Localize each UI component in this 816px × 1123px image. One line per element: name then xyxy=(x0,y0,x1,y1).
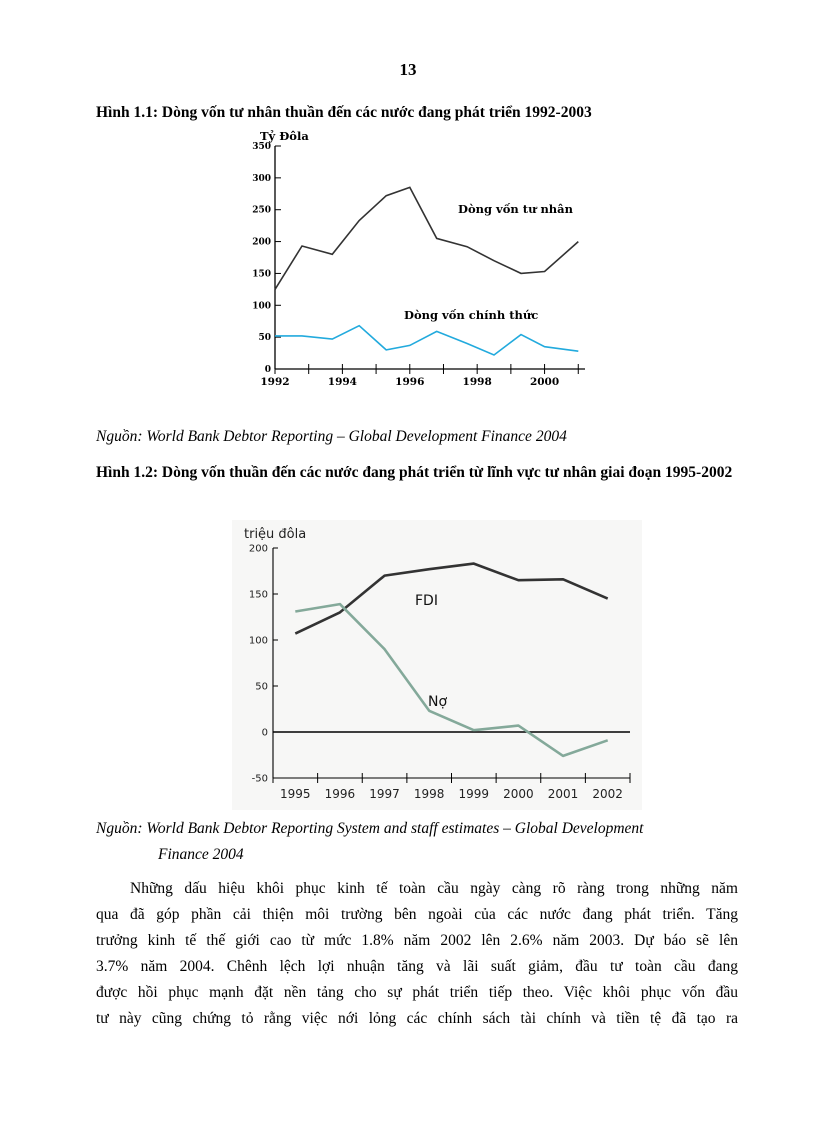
y-tick-label: 0 xyxy=(261,727,268,739)
y-axis-label: Tỷ Đôla xyxy=(260,129,309,143)
y-tick-label: 0 xyxy=(264,365,271,375)
y-tick-label: 350 xyxy=(252,142,271,152)
x-tick-label: 2001 xyxy=(547,787,579,801)
figure2-title: Hình 1.2: Dòng vốn thuần đến các nước đang phát triển từ lĩnh vực tư nhân giai đoạn 1995-2002 xyxy=(96,464,733,481)
chart-background xyxy=(232,520,642,810)
x-tick-label: 1997 xyxy=(369,787,400,801)
body-paragraph xyxy=(96,876,738,1032)
chart-private-sector-flows xyxy=(232,520,642,810)
x-tick-label: 1998 xyxy=(413,787,445,801)
y-axis-label: triệu đôla xyxy=(244,527,307,542)
x-tick-label: 1996 xyxy=(324,787,356,801)
series-label-1: Dòng vốn tư nhân xyxy=(458,202,573,216)
figure2-source xyxy=(96,816,746,868)
paragraph-line: tư này cũng chứng tỏ rằng việc nới lỏng các chính sách tài chính và tiền tệ đã tạo ra xyxy=(96,1010,738,1027)
y-tick-label: 100 xyxy=(252,301,271,312)
paragraph-line: trưởng kinh tế thế giới cao từ mức 1.8% năm 2002 lên 2.6% năm 2003. Dự báo sẽ lên xyxy=(96,932,738,949)
x-tick-label: 1998 xyxy=(462,376,492,386)
y-tick-label: 50 xyxy=(255,681,268,693)
figure2-source-line2: Finance 2004 xyxy=(158,846,244,863)
y-tick-label: -50 xyxy=(251,773,268,785)
y-tick-label: 250 xyxy=(252,205,271,216)
x-tick-label: 1999 xyxy=(458,787,490,801)
y-tick-label: 50 xyxy=(258,333,271,344)
x-tick-label: 2000 xyxy=(503,787,534,801)
y-tick-label: 300 xyxy=(252,173,271,184)
figure1-source: Nguồn: World Bank Debtor Reporting – Global Development Finance 2004 xyxy=(96,428,567,445)
y-tick-label: 150 xyxy=(248,589,268,601)
series-line-2 xyxy=(275,326,578,355)
x-tick-label: 1994 xyxy=(327,376,358,386)
figure1-title: Hình 1.1: Dòng vốn tư nhân thuần đến các nước đang phát triển 1992-2003 xyxy=(96,104,592,121)
series-label-2: Dòng vốn chính thức xyxy=(404,308,539,322)
paragraph-line: Những dấu hiệu khôi phục kinh tế toàn cầu ngày càng rõ ràng trong những năm xyxy=(130,880,738,897)
y-tick-label: 150 xyxy=(252,269,271,280)
figure2-source-line1: Nguồn: World Bank Debtor Reporting System and staff estimates – Global Development xyxy=(96,820,644,837)
series-label-1: FDI xyxy=(415,593,438,609)
paragraph-line: được hồi phục mạnh đặt nền tảng cho sự phát triển tiếp theo. Việc khôi phục vốn đầu xyxy=(96,984,738,1001)
x-tick-label: 1996 xyxy=(395,376,425,386)
x-tick-label: 2002 xyxy=(592,787,623,801)
x-tick-label: 1995 xyxy=(280,787,311,801)
x-tick-label: 2000 xyxy=(529,376,560,386)
y-tick-label: 100 xyxy=(248,635,268,647)
y-tick-label: 200 xyxy=(252,237,271,248)
chart-private-capital-flows xyxy=(250,126,595,386)
paragraph-line: qua đã góp phần cải thiện môi trường bên ngoài của các nước đang phát triển. Tăng xyxy=(96,906,738,923)
series-label-2: Nợ xyxy=(428,694,448,710)
y-tick-label: 200 xyxy=(248,543,268,555)
page-number: 13 xyxy=(399,60,417,79)
paragraph-line: 3.7% năm 2004. Chênh lệch lợi nhuận tăng và lãi suất giảm, đầu tư toàn cầu đang xyxy=(96,958,738,975)
x-tick-label: 1992 xyxy=(260,376,290,386)
